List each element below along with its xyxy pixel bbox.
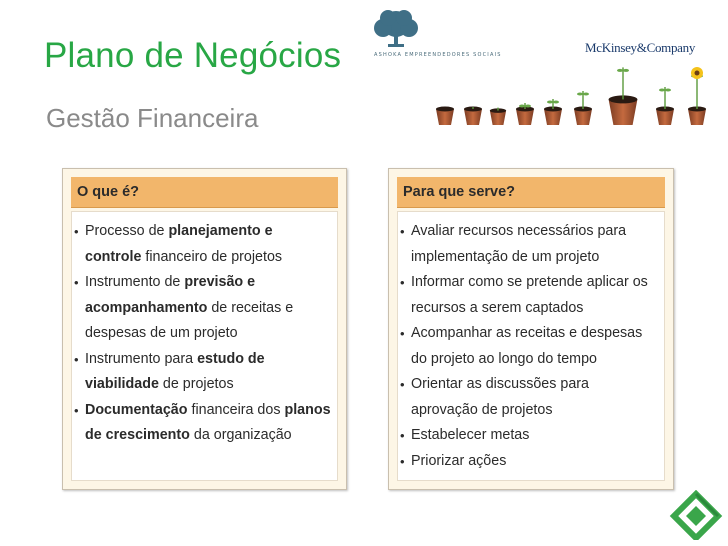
list-item [400, 219, 658, 270]
list-item [400, 270, 658, 321]
text: Instrumento para [85, 350, 198, 367]
plant-leaf [547, 101, 553, 104]
text: de projetos [158, 376, 234, 392]
text: Priorizar ações [411, 452, 507, 469]
bold-text: planos de crescimento [85, 401, 331, 443]
what-is-heading: O que é? [71, 177, 338, 208]
text: financeiro de projetos [141, 248, 283, 265]
corner-logo-icon [668, 490, 724, 540]
bold-text: planejamento e [168, 223, 273, 239]
list-item [74, 347, 331, 398]
text: da organização [189, 427, 292, 443]
text: Estabelecer metas [411, 427, 530, 443]
ashoka-logo [366, 8, 514, 56]
what-is-panel [62, 168, 347, 490]
plant-leaf [659, 89, 665, 92]
plant-leaf [553, 101, 559, 104]
list-item [74, 398, 331, 449]
pot-soil [436, 107, 454, 112]
list-item [400, 423, 658, 449]
mckinsey-logo: McKinsey&Company [585, 40, 696, 55]
list-item [74, 219, 331, 270]
bold-text: estudo de viabilidade [85, 350, 265, 392]
text: Orientar as discussões para aprovação de projetos [411, 376, 589, 418]
plants-illustration [425, 55, 725, 135]
list-item [400, 372, 658, 423]
list-item [74, 270, 331, 347]
purpose-panel [388, 168, 674, 490]
sunflower-center [695, 71, 700, 76]
plant-leaf [617, 69, 623, 72]
bold-text: Documentação [85, 401, 188, 418]
list-item [400, 321, 658, 372]
text: Instrumento de [85, 274, 185, 290]
plant-leaf [583, 93, 589, 96]
text: financeira dos [187, 401, 285, 418]
purpose-heading: Para que serve? [397, 177, 665, 208]
slide-title: Plano de Negócios [44, 36, 342, 75]
ashoka-text: ASHOKA EMPREENDEDORES SOCIAIS [374, 52, 502, 58]
bold-text: previsão e acompanhamento [85, 274, 256, 316]
text: de receitas e despesas de um projeto [85, 299, 294, 341]
plant-leaf [577, 93, 583, 96]
plant-leaf [623, 69, 629, 72]
plant-leaf [525, 105, 531, 108]
text: Informar como se pretende aplicar os recursos a serem captados [411, 274, 648, 316]
text: Acompanhar as receitas e despesas do projeto ao longo do tempo [411, 325, 643, 367]
text: Avaliar recursos necessários para implementação de um projeto [411, 223, 627, 265]
slide-subtitle: Gestão Financeira [46, 103, 259, 133]
plant-leaf [665, 89, 671, 92]
text: Processo de [85, 223, 169, 239]
bold-text: controle [85, 248, 142, 265]
purpose-list [398, 212, 664, 474]
plant-leaf [519, 105, 525, 108]
what-is-list [72, 212, 337, 449]
list-item [400, 449, 658, 475]
